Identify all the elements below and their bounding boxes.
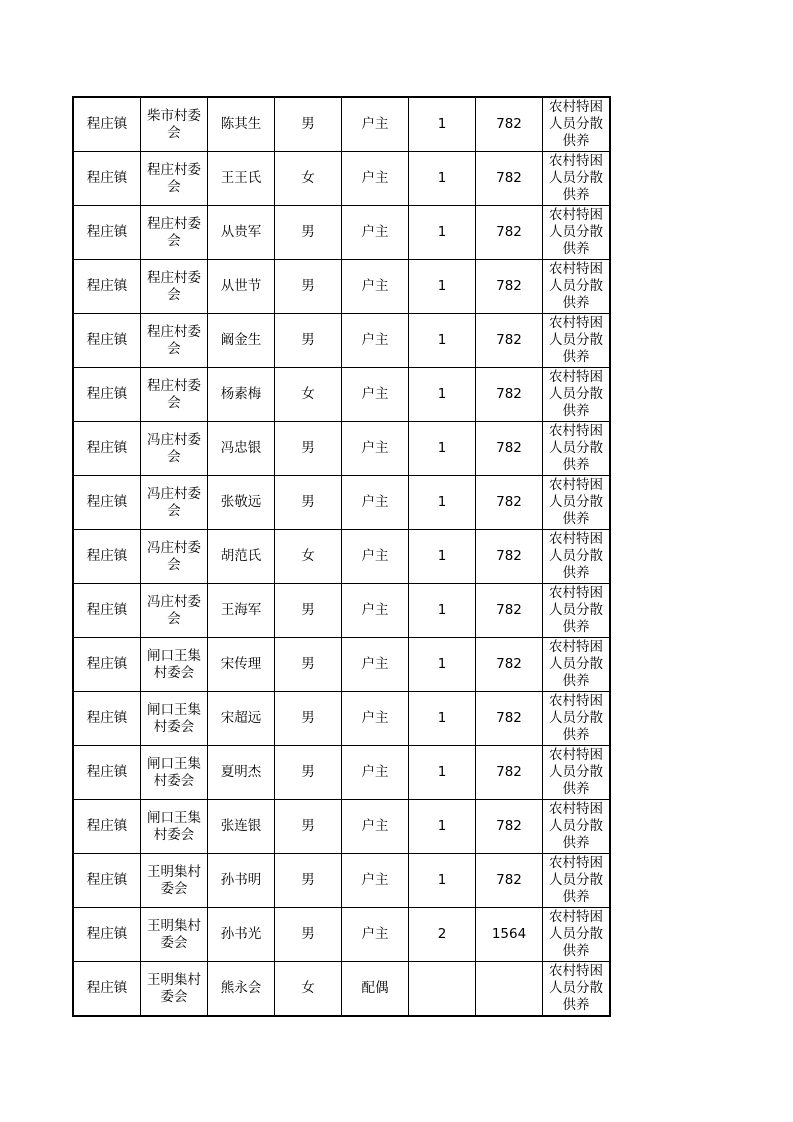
- amount-cell: [476, 530, 543, 584]
- relation-cell: [342, 476, 409, 530]
- name-text: 陈其生: [220, 116, 262, 132]
- name-text: 张敬远: [220, 494, 262, 510]
- table-row: [73, 97, 610, 152]
- table-row: [73, 152, 610, 206]
- amount-cell: [476, 908, 543, 962]
- assistance-type-cell: [543, 854, 611, 908]
- household-count-cell: [409, 368, 476, 422]
- village-cell: [141, 530, 208, 584]
- village-cell: [141, 368, 208, 422]
- town-cell: [73, 692, 141, 746]
- name-text: 孙书光: [220, 926, 262, 942]
- roster-body: [73, 97, 610, 1016]
- village-text: 冯庄村委会: [147, 539, 201, 573]
- name-cell: [208, 746, 275, 800]
- town-text: 程庄镇: [86, 818, 128, 834]
- type-text: 农村特困人员分散供养: [549, 909, 603, 959]
- relation-cell: [342, 530, 409, 584]
- town-text: 程庄镇: [86, 494, 128, 510]
- gender-text: 女: [301, 548, 315, 564]
- gender-text: 男: [301, 872, 315, 888]
- table-row: [73, 908, 610, 962]
- type-text: 农村特困人员分散供养: [549, 423, 603, 473]
- gender-cell: [275, 638, 342, 692]
- count-text: 1: [437, 872, 447, 888]
- relation-text: 户主: [361, 656, 389, 672]
- village-text: 闸口王集村委会: [147, 701, 201, 735]
- gender-text: 男: [301, 224, 315, 240]
- name-cell: [208, 962, 275, 1017]
- relation-text: 配偶: [361, 980, 389, 996]
- gender-text: 男: [301, 494, 315, 510]
- type-text: 农村特困人员分散供养: [549, 315, 603, 365]
- relation-text: 户主: [361, 494, 389, 510]
- type-text: 农村特困人员分散供养: [549, 99, 603, 149]
- gender-text: 女: [301, 980, 315, 996]
- assistance-type-cell: [543, 422, 611, 476]
- amount-text: 782: [496, 440, 522, 456]
- assistance-type-cell: [543, 368, 611, 422]
- table-row: [73, 368, 610, 422]
- relation-text: 户主: [361, 278, 389, 294]
- assistance-type-cell: [543, 97, 611, 152]
- relation-cell: [342, 422, 409, 476]
- household-count-cell: [409, 152, 476, 206]
- name-text: 冯忠银: [220, 440, 262, 456]
- household-count-cell: [409, 314, 476, 368]
- town-cell: [73, 368, 141, 422]
- relation-cell: [342, 260, 409, 314]
- type-text: 农村特困人员分散供养: [549, 963, 603, 1013]
- type-text: 农村特困人员分散供养: [549, 585, 603, 635]
- town-cell: [73, 97, 141, 152]
- type-text: 农村特困人员分散供养: [549, 261, 603, 311]
- count-text: 1: [437, 494, 447, 510]
- name-text: 夏明杰: [220, 764, 262, 780]
- amount-text: 782: [496, 818, 522, 834]
- name-text: 孙书明: [220, 872, 262, 888]
- amount-text: 782: [496, 494, 522, 510]
- table-row: [73, 206, 610, 260]
- relation-cell: [342, 97, 409, 152]
- village-text: 程庄村委会: [147, 269, 201, 303]
- relation-cell: [342, 314, 409, 368]
- count-text: 1: [437, 386, 447, 402]
- type-text: 农村特困人员分散供养: [549, 369, 603, 419]
- household-count-cell: [409, 422, 476, 476]
- village-text: 程庄村委会: [147, 323, 201, 357]
- relation-cell: [342, 206, 409, 260]
- village-cell: [141, 800, 208, 854]
- town-cell: [73, 314, 141, 368]
- assistance-type-cell: [543, 530, 611, 584]
- amount-cell: [476, 97, 543, 152]
- town-text: 程庄镇: [86, 440, 128, 456]
- count-text: 1: [437, 170, 447, 186]
- table-row: [73, 962, 610, 1017]
- gender-cell: [275, 476, 342, 530]
- village-cell: [141, 584, 208, 638]
- name-cell: [208, 368, 275, 422]
- assistance-type-cell: [543, 746, 611, 800]
- name-cell: [208, 692, 275, 746]
- amount-text: 782: [496, 764, 522, 780]
- gender-cell: [275, 746, 342, 800]
- name-cell: [208, 314, 275, 368]
- relation-cell: [342, 638, 409, 692]
- assistance-type-cell: [543, 584, 611, 638]
- table-row: [73, 476, 610, 530]
- name-cell: [208, 152, 275, 206]
- relation-cell: [342, 854, 409, 908]
- name-cell: [208, 800, 275, 854]
- relation-text: 户主: [361, 332, 389, 348]
- town-text: 程庄镇: [86, 224, 128, 240]
- household-count-cell: [409, 260, 476, 314]
- household-count-cell: [409, 584, 476, 638]
- amount-text: 782: [496, 278, 522, 294]
- assistance-type-cell: [543, 314, 611, 368]
- amount-cell: [476, 368, 543, 422]
- amount-text: 782: [496, 602, 522, 618]
- town-cell: [73, 800, 141, 854]
- gender-text: 男: [301, 440, 315, 456]
- count-text: 1: [437, 332, 447, 348]
- village-cell: [141, 854, 208, 908]
- name-text: 宋超远: [220, 710, 262, 726]
- village-text: 闸口王集村委会: [147, 647, 201, 681]
- village-text: 冯庄村委会: [147, 485, 201, 519]
- town-cell: [73, 638, 141, 692]
- assistance-type-cell: [543, 260, 611, 314]
- relation-text: 户主: [361, 818, 389, 834]
- count-text: 2: [437, 926, 447, 942]
- village-cell: [141, 152, 208, 206]
- gender-cell: [275, 584, 342, 638]
- name-text: 阚金生: [220, 332, 262, 348]
- town-cell: [73, 962, 141, 1017]
- village-cell: [141, 314, 208, 368]
- name-cell: [208, 97, 275, 152]
- table-row: [73, 584, 610, 638]
- gender-text: 男: [301, 116, 315, 132]
- amount-text: 782: [496, 656, 522, 672]
- type-text: 农村特困人员分散供养: [549, 531, 603, 581]
- table-row: [73, 854, 610, 908]
- relation-cell: [342, 692, 409, 746]
- relation-cell: [342, 152, 409, 206]
- town-text: 程庄镇: [86, 980, 128, 996]
- village-cell: [141, 422, 208, 476]
- type-text: 农村特困人员分散供养: [549, 153, 603, 203]
- town-text: 程庄镇: [86, 926, 128, 942]
- count-text: 1: [437, 548, 447, 564]
- town-text: 程庄镇: [86, 548, 128, 564]
- relation-text: 户主: [361, 224, 389, 240]
- assistance-type-cell: [543, 152, 611, 206]
- relation-text: 户主: [361, 602, 389, 618]
- name-cell: [208, 206, 275, 260]
- town-text: 程庄镇: [86, 602, 128, 618]
- amount-text: 782: [496, 116, 522, 132]
- type-text: 农村特困人员分散供养: [549, 801, 603, 851]
- household-count-cell: [409, 476, 476, 530]
- gender-cell: [275, 800, 342, 854]
- gender-cell: [275, 368, 342, 422]
- gender-cell: [275, 854, 342, 908]
- assistance-type-cell: [543, 908, 611, 962]
- table-row: [73, 692, 610, 746]
- table-row: [73, 530, 610, 584]
- village-cell: [141, 97, 208, 152]
- assistance-type-cell: [543, 638, 611, 692]
- gender-text: 女: [301, 170, 315, 186]
- town-cell: [73, 422, 141, 476]
- name-cell: [208, 638, 275, 692]
- village-text: 闸口王集村委会: [147, 755, 201, 789]
- gender-cell: [275, 206, 342, 260]
- town-cell: [73, 476, 141, 530]
- type-text: 农村特困人员分散供养: [549, 477, 603, 527]
- gender-text: 男: [301, 710, 315, 726]
- relation-cell: [342, 584, 409, 638]
- gender-cell: [275, 422, 342, 476]
- amount-cell: [476, 962, 543, 1017]
- amount-cell: [476, 152, 543, 206]
- village-cell: [141, 206, 208, 260]
- relation-text: 户主: [361, 872, 389, 888]
- amount-text: 782: [496, 548, 522, 564]
- count-text: 1: [437, 818, 447, 834]
- type-text: 农村特困人员分散供养: [549, 693, 603, 743]
- relation-text: 户主: [361, 386, 389, 402]
- relation-text: 户主: [361, 116, 389, 132]
- name-text: 从世节: [220, 278, 262, 294]
- gender-cell: [275, 962, 342, 1017]
- count-text: 1: [437, 656, 447, 672]
- relation-text: 户主: [361, 926, 389, 942]
- town-text: 程庄镇: [86, 872, 128, 888]
- village-cell: [141, 692, 208, 746]
- household-count-cell: [409, 854, 476, 908]
- type-text: 农村特困人员分散供养: [549, 207, 603, 257]
- town-text: 程庄镇: [86, 386, 128, 402]
- gender-cell: [275, 530, 342, 584]
- town-cell: [73, 260, 141, 314]
- household-count-cell: [409, 206, 476, 260]
- village-text: 程庄村委会: [147, 377, 201, 411]
- gender-text: 男: [301, 764, 315, 780]
- assistance-type-cell: [543, 476, 611, 530]
- town-cell: [73, 584, 141, 638]
- amount-cell: [476, 206, 543, 260]
- village-cell: [141, 638, 208, 692]
- name-cell: [208, 260, 275, 314]
- relation-cell: [342, 800, 409, 854]
- name-text: 杨素梅: [220, 386, 262, 402]
- count-text: 1: [437, 764, 447, 780]
- amount-text: 782: [496, 710, 522, 726]
- amount-cell: [476, 692, 543, 746]
- amount-text: 782: [496, 332, 522, 348]
- town-text: 程庄镇: [86, 656, 128, 672]
- count-text: 1: [437, 710, 447, 726]
- town-text: 程庄镇: [86, 764, 128, 780]
- assistance-type-cell: [543, 962, 611, 1017]
- type-text: 农村特困人员分散供养: [549, 639, 603, 689]
- gender-text: 男: [301, 332, 315, 348]
- relation-text: 户主: [361, 548, 389, 564]
- town-text: 程庄镇: [86, 170, 128, 186]
- table-row: [73, 422, 610, 476]
- household-count-cell: [409, 746, 476, 800]
- gender-cell: [275, 152, 342, 206]
- amount-text: 1564: [491, 926, 527, 942]
- village-text: 程庄村委会: [147, 161, 201, 195]
- amount-cell: [476, 476, 543, 530]
- name-text: 从贵军: [220, 224, 262, 240]
- name-text: 宋传理: [220, 656, 262, 672]
- amount-text: 782: [496, 224, 522, 240]
- gender-text: 男: [301, 278, 315, 294]
- village-cell: [141, 476, 208, 530]
- town-cell: [73, 854, 141, 908]
- name-text: 王王氏: [220, 170, 262, 186]
- town-cell: [73, 206, 141, 260]
- village-text: 冯庄村委会: [147, 431, 201, 465]
- household-count-cell: [409, 692, 476, 746]
- gender-text: 男: [301, 656, 315, 672]
- name-text: 王海军: [220, 602, 262, 618]
- relation-cell: [342, 908, 409, 962]
- relation-cell: [342, 746, 409, 800]
- town-text: 程庄镇: [86, 278, 128, 294]
- village-cell: [141, 962, 208, 1017]
- town-text: 程庄镇: [86, 332, 128, 348]
- amount-cell: [476, 800, 543, 854]
- relation-cell: [342, 368, 409, 422]
- gender-cell: [275, 908, 342, 962]
- count-text: 1: [437, 278, 447, 294]
- village-text: 闸口王集村委会: [147, 809, 201, 843]
- amount-text: 782: [496, 386, 522, 402]
- table-row: [73, 260, 610, 314]
- name-cell: [208, 530, 275, 584]
- relation-cell: [342, 962, 409, 1017]
- gender-cell: [275, 692, 342, 746]
- town-cell: [73, 530, 141, 584]
- relation-text: 户主: [361, 170, 389, 186]
- name-cell: [208, 854, 275, 908]
- town-text: 程庄镇: [86, 710, 128, 726]
- household-count-cell: [409, 962, 476, 1017]
- relation-text: 户主: [361, 710, 389, 726]
- table-row: [73, 314, 610, 368]
- town-cell: [73, 152, 141, 206]
- name-cell: [208, 908, 275, 962]
- amount-cell: [476, 260, 543, 314]
- type-text: 农村特困人员分散供养: [549, 855, 603, 905]
- household-count-cell: [409, 638, 476, 692]
- village-text: 王明集村委会: [147, 917, 201, 951]
- relation-text: 户主: [361, 764, 389, 780]
- household-count-cell: [409, 908, 476, 962]
- amount-cell: [476, 584, 543, 638]
- name-text: 张连银: [220, 818, 262, 834]
- household-count-cell: [409, 530, 476, 584]
- town-cell: [73, 746, 141, 800]
- amount-text: 782: [496, 872, 522, 888]
- amount-cell: [476, 746, 543, 800]
- table-row: [73, 638, 610, 692]
- household-count-cell: [409, 800, 476, 854]
- village-text: 冯庄村委会: [147, 593, 201, 627]
- gender-cell: [275, 260, 342, 314]
- village-cell: [141, 908, 208, 962]
- assistance-type-cell: [543, 692, 611, 746]
- name-text: 胡范氏: [220, 548, 262, 564]
- gender-text: 男: [301, 602, 315, 618]
- household-count-cell: [409, 97, 476, 152]
- count-text: 1: [437, 602, 447, 618]
- amount-cell: [476, 314, 543, 368]
- name-text: 熊永会: [220, 980, 262, 996]
- town-cell: [73, 908, 141, 962]
- name-cell: [208, 476, 275, 530]
- relief-roster-table: [72, 96, 611, 1017]
- name-cell: [208, 422, 275, 476]
- gender-text: 女: [301, 386, 315, 402]
- village-text: 程庄村委会: [147, 215, 201, 249]
- village-cell: [141, 746, 208, 800]
- gender-text: 男: [301, 818, 315, 834]
- amount-cell: [476, 854, 543, 908]
- assistance-type-cell: [543, 800, 611, 854]
- village-cell: [141, 260, 208, 314]
- table-row: [73, 800, 610, 854]
- gender-cell: [275, 314, 342, 368]
- gender-cell: [275, 97, 342, 152]
- count-text: 1: [437, 224, 447, 240]
- name-cell: [208, 584, 275, 638]
- amount-cell: [476, 638, 543, 692]
- gender-text: 男: [301, 926, 315, 942]
- amount-cell: [476, 422, 543, 476]
- village-text: 王明集村委会: [147, 971, 201, 1005]
- count-text: 1: [437, 440, 447, 456]
- village-text: 柴市村委会: [147, 107, 201, 141]
- type-text: 农村特困人员分散供养: [549, 747, 603, 797]
- assistance-type-cell: [543, 206, 611, 260]
- town-text: 程庄镇: [86, 116, 128, 132]
- amount-text: 782: [496, 170, 522, 186]
- relation-text: 户主: [361, 440, 389, 456]
- village-text: 王明集村委会: [147, 863, 201, 897]
- table-row: [73, 746, 610, 800]
- count-text: 1: [437, 116, 447, 132]
